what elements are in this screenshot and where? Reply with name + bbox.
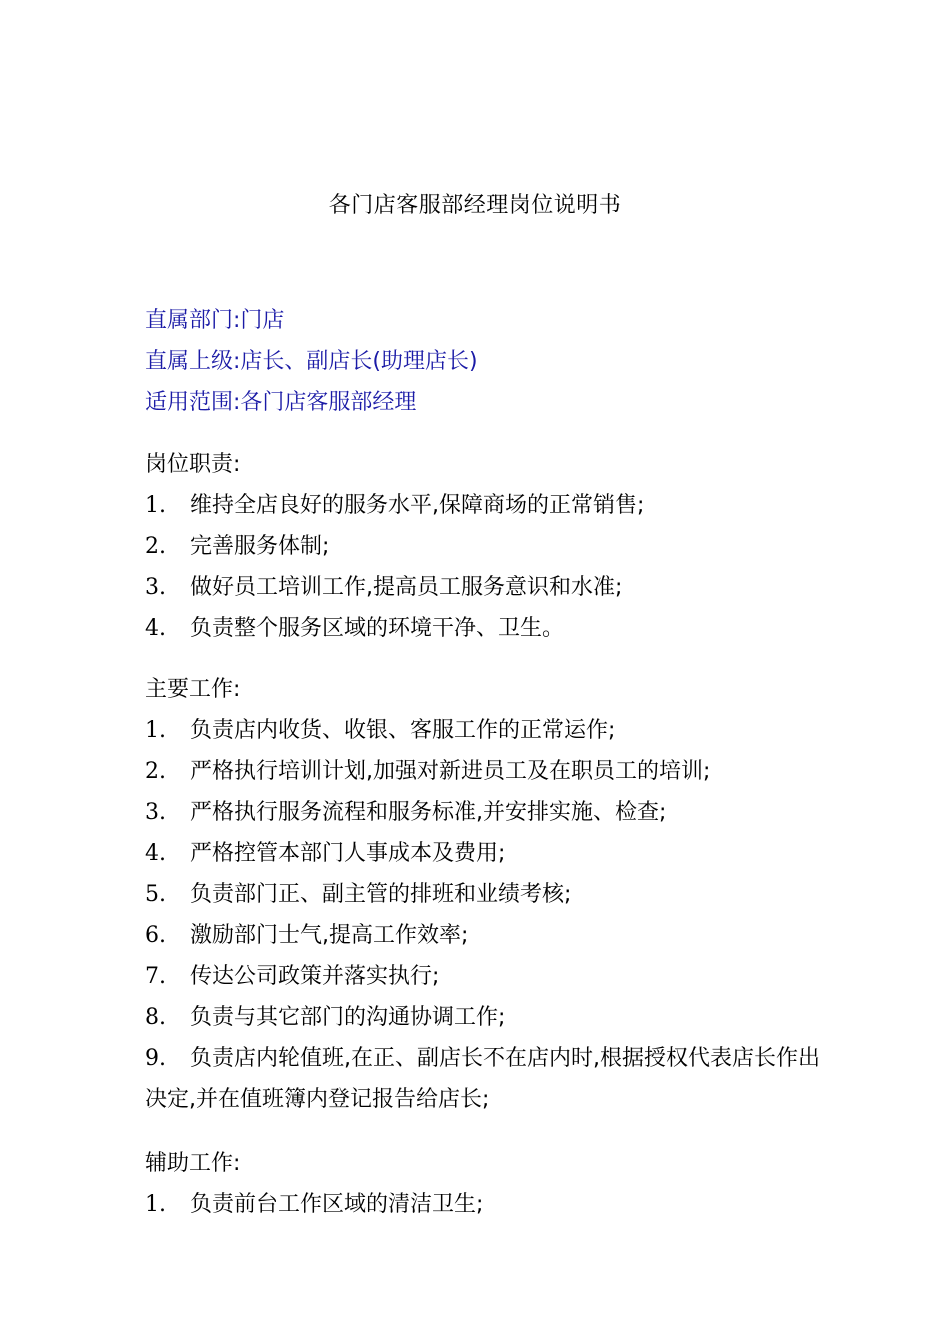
list-item: [145, 751, 825, 792]
info-superior: 直属上级:店长、副店长(助理店长): [145, 349, 478, 374]
item-text: 做好员工培训工作,提高员工服务意识和水准;: [190, 575, 623, 600]
list-item: [145, 608, 825, 649]
list-item: [145, 997, 825, 1038]
item-text: 负责部门正、副主管的排班和业绩考核;: [190, 882, 572, 907]
section-duties: [145, 444, 825, 649]
section-heading: 主要工作:: [145, 677, 241, 702]
item-text: 严格执行培训计划,加强对新进员工及在职员工的培训;: [190, 759, 711, 784]
item-text: 负责前台工作区域的清洁卫生;: [190, 1192, 484, 1217]
list-item: [145, 915, 825, 956]
item-text: 严格执行服务流程和服务标准,并安排实施、检查;: [190, 800, 667, 825]
item-number: 6.: [145, 923, 166, 948]
item-number: 2.: [145, 534, 166, 559]
item-number: 3.: [145, 800, 166, 825]
list-item: [145, 956, 825, 997]
item-number: 5.: [145, 882, 166, 907]
item-text: 激励部门士气,提高工作效率;: [190, 923, 469, 948]
item-number: 1.: [145, 493, 166, 518]
item-text: 传达公司政策并落实执行;: [190, 964, 440, 989]
list-item: [145, 1184, 825, 1225]
item-number: 9.: [145, 1046, 166, 1071]
item-number: 4.: [145, 841, 166, 866]
item-number: 1.: [145, 718, 166, 743]
list-item: [145, 526, 825, 567]
item-number: 1.: [145, 1192, 166, 1217]
item-number: 8.: [145, 1005, 166, 1030]
item-number: 3.: [145, 575, 166, 600]
item-number: 2.: [145, 759, 166, 784]
list-item: [145, 710, 825, 751]
list-item: [145, 567, 825, 608]
item-text: 负责整个服务区域的环境干净、卫生。: [190, 616, 565, 641]
item-text: 维持全店良好的服务水平,保障商场的正常销售;: [190, 493, 645, 518]
item-text: 负责店内收货、收银、客服工作的正常运作;: [190, 718, 616, 743]
info-scope: 适用范围:各门店客服部经理: [145, 390, 417, 415]
item-text: 严格控管本部门人事成本及费用;: [190, 841, 506, 866]
list-item: [145, 833, 825, 874]
item-text: 完善服务体制;: [190, 534, 330, 559]
item-text: 负责店内轮值班,在正、副店长不在店内时,根据授权代表店长作出决定,并在值班簿内登记报告给店长;: [145, 1046, 820, 1112]
item-number: 7.: [145, 964, 166, 989]
list-item: [145, 485, 825, 526]
section-heading: 岗位职责:: [145, 452, 241, 477]
list-item: [145, 874, 825, 915]
section-main-work: [145, 669, 825, 1120]
list-item: [145, 1038, 825, 1120]
document-title: 各门店客服部经理岗位说明书: [328, 193, 622, 218]
info-department: 直属部门:门店: [145, 308, 285, 333]
item-number: 4.: [145, 616, 166, 641]
job-info-block: [145, 300, 845, 423]
section-heading: 辅助工作:: [145, 1151, 241, 1176]
list-item: [145, 792, 825, 833]
item-text: 负责与其它部门的沟通协调工作;: [190, 1005, 506, 1030]
section-aux-work: [145, 1143, 825, 1225]
